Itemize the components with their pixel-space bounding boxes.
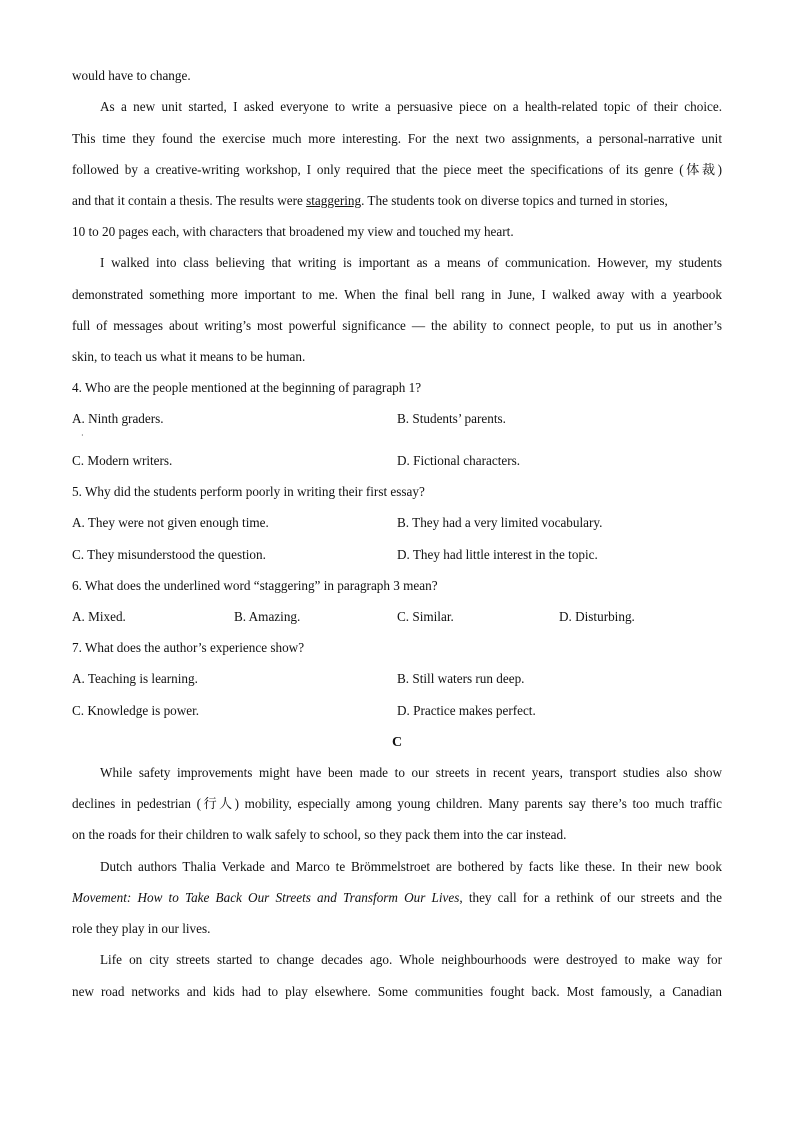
paragraph-line: declines in pedestrian (行人) mobility, especially among young children. Many parents say there’s too much traffic (72, 796, 722, 811)
question-stem: 5. Why did the students perform poorly in writing their first essay? (72, 484, 425, 499)
answer-option: C. Similar. (397, 609, 454, 624)
answer-option: B. They had a very limited vocabulary. (397, 515, 603, 530)
answer-option: D. Fictional characters. (397, 453, 521, 468)
text-segment: and that it contain a thesis. The results were (72, 193, 307, 208)
paragraph-line: I walked into class believing that writing is important as a means of communication. However, my students (100, 255, 722, 270)
paragraph-line: While safety improvements might have been made to our streets in recent years, transport studies also show (100, 765, 722, 780)
answer-option: B. Amazing. (234, 609, 301, 624)
text-segment: . The students took on diverse topics and turned in stories, (361, 193, 668, 208)
answer-option: D. Disturbing. (559, 609, 635, 624)
question-stem: 6. What does the underlined word “staggering” in paragraph 3 mean? (72, 578, 438, 593)
section-heading: C (391, 735, 403, 750)
paragraph-line: This time they found the exercise much more interesting. For the next two assignments, a personal-narrative unit (72, 131, 722, 146)
paragraph-line: role they play in our lives. (72, 921, 211, 936)
paragraph-line: full of messages about writing’s most powerful significance — the ability to connect people, to put us in another’s (72, 318, 722, 333)
text-segment: , they call for a rethink of our streets and the (459, 890, 722, 905)
paragraph-line (72, 192, 722, 210)
answer-option: A. Ninth graders. (72, 411, 164, 426)
answer-option: C. They misunderstood the question. (72, 547, 266, 562)
paragraph-line: on the roads for their children to walk safely to school, so they pack them into the car instead. (72, 827, 567, 842)
answer-option: D. Practice makes perfect. (397, 703, 536, 718)
paragraph-line: skin, to teach us what it means to be human. (72, 349, 306, 364)
answer-option: B. Still waters run deep. (397, 671, 525, 686)
answer-option: B. Students’ parents. (397, 411, 506, 426)
paragraph-line: 10 to 20 pages each, with characters that broadened my view and touched my heart. (72, 224, 514, 239)
paragraph-line: would have to change. (72, 68, 191, 83)
answer-option: C. Modern writers. (72, 453, 173, 468)
answer-option: D. They had little interest in the topic. (397, 547, 598, 562)
book-title: Movement: How to Take Back Our Streets and Transform Our Lives (72, 890, 460, 905)
answer-option: A. Teaching is learning. (72, 671, 198, 686)
paragraph-line: new road networks and kids had to play elsewhere. Some communities fought back. Most famously, a Canadian (72, 984, 722, 999)
answer-option: C. Knowledge is power. (72, 703, 200, 718)
paragraph-line: Dutch authors Thalia Verkade and Marco te Brömmelstroet are bothered by facts like these. In their new book (100, 859, 722, 874)
paragraph-line: demonstrated something more important to me. When the final bell rang in June, I walked away with a yearbook (72, 287, 722, 302)
marker-dot: · (81, 431, 84, 440)
answer-option: A. Mixed. (72, 609, 126, 624)
underlined-word: staggering (306, 193, 362, 208)
answer-option: A. They were not given enough time. (72, 515, 269, 530)
paragraph-line (72, 889, 722, 907)
paragraph-line: followed by a creative-writing workshop, I only required that the piece meet the specifications of its genre (体裁) (72, 162, 722, 177)
question-stem: 7. What does the author’s experience show? (72, 640, 305, 655)
paragraph-line: As a new unit started, I asked everyone to write a persuasive piece on a health-related topic of their choice. (100, 99, 722, 114)
paragraph-line: Life on city streets started to change decades ago. Whole neighbourhoods were destroyed to make way for (100, 952, 722, 967)
question-stem: 4. Who are the people mentioned at the beginning of paragraph 1? (72, 380, 422, 395)
